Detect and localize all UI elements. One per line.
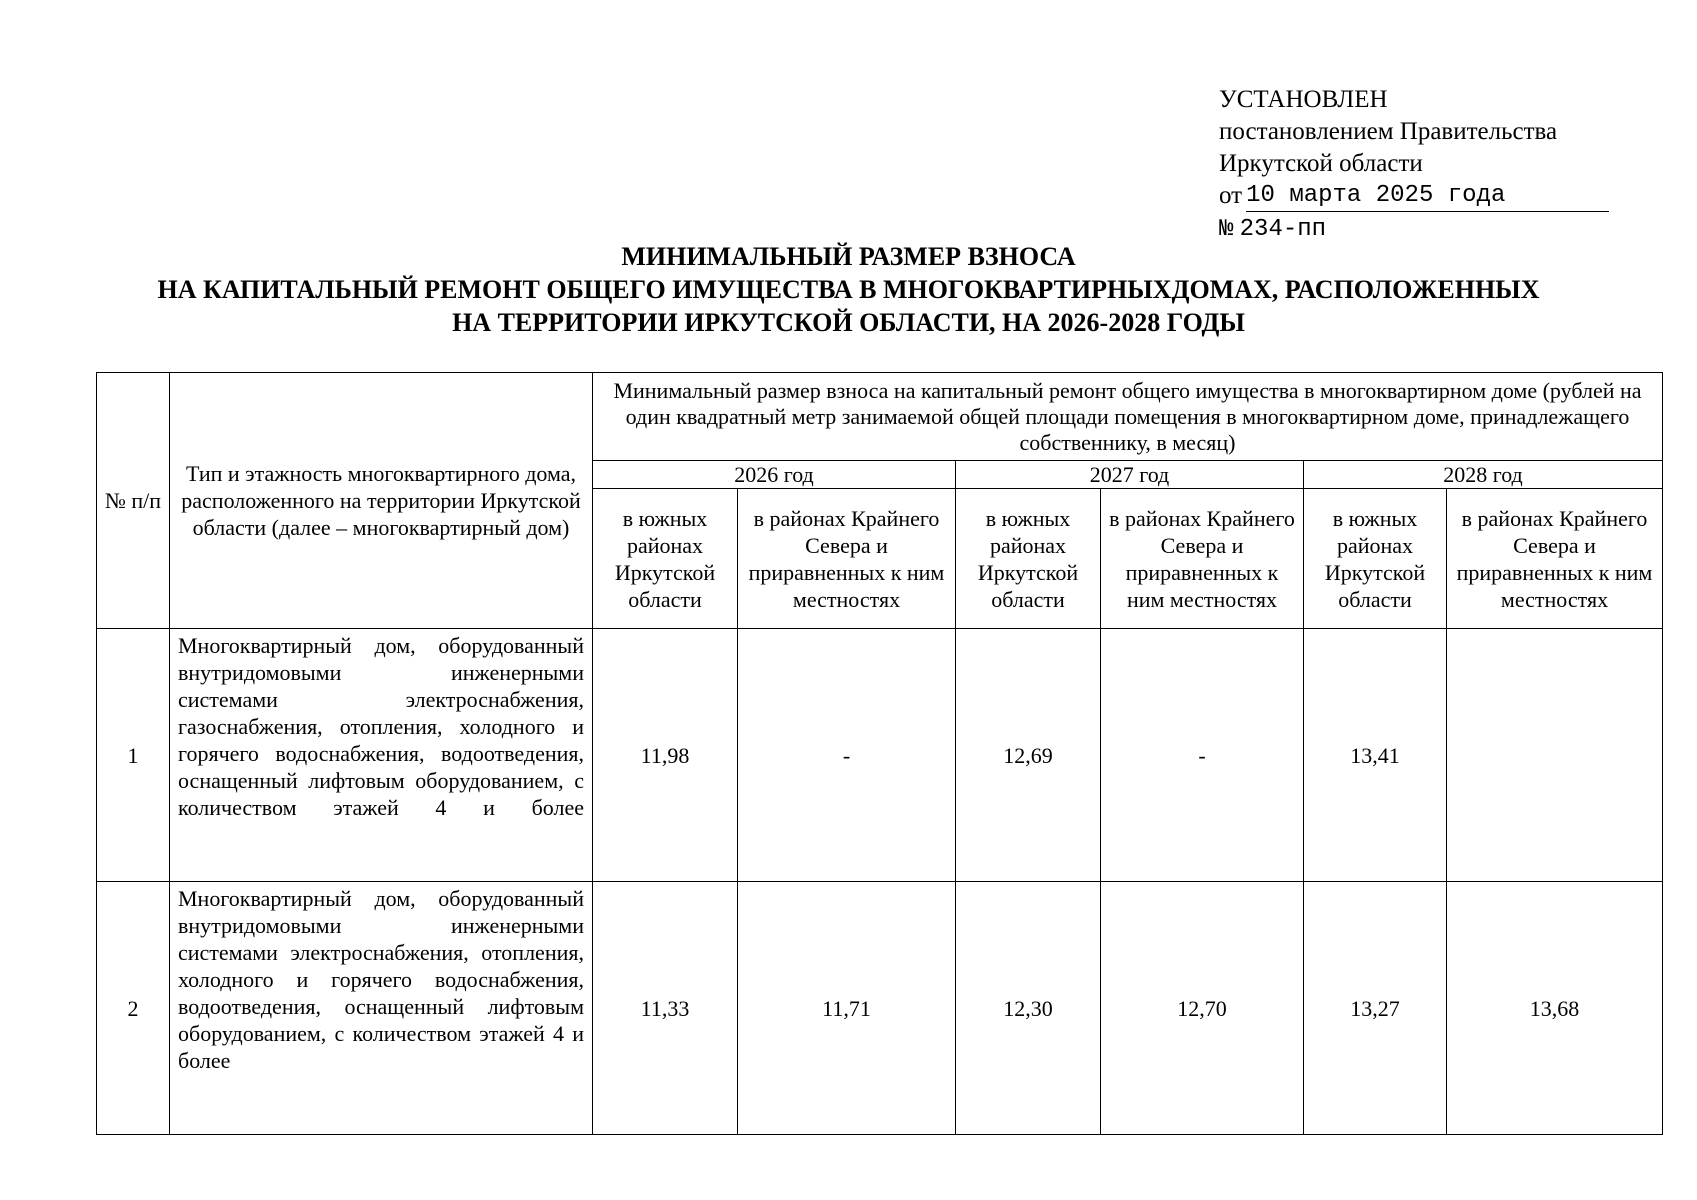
title-line-3: НА ТЕРРИТОРИИ ИРКУТСКОЙ ОБЛАСТИ, НА 2026-2028 ГОДЫ (452, 308, 1245, 337)
value-cell: 13,27 (1304, 882, 1447, 1135)
approval-status: УСТАНОВЛЕН (1219, 86, 1388, 113)
row-num: 1 (97, 629, 170, 882)
approval-number: 234-пп (1239, 216, 1327, 243)
header-south-2028: в южных районах Иркутской области (1304, 489, 1447, 629)
approval-authority: Иркутской области (1219, 150, 1423, 177)
header-south-2027: в южных районах Иркутской области (956, 489, 1101, 629)
value-cell: 12,30 (956, 882, 1101, 1135)
table-row (97, 629, 1663, 882)
approval-date: 10 марта 2025 года (1246, 181, 1609, 212)
value-cell: 11,71 (738, 882, 956, 1135)
header-year-2027: 2027 год (956, 461, 1304, 489)
row-description: Многоквартирный дом, оборудованный внутридомовыми инженерными системами электроснабжения, газоснабжения, отопления, холодного и горячего водоснабжения, водоотведения, оснащенный лифтовым оборудованием, с количеством этажей 4 и более (170, 629, 593, 882)
approval-block (1219, 84, 1609, 245)
title-line-1: МИНИМАЛЬНЫЙ РАЗМЕР ВЗНОСА (621, 242, 1076, 271)
document-title (60, 240, 1637, 339)
row-description: Многоквартирный дом, оборудованный внутридомовыми инженерными системами электроснабжения, отопления, холодного и горячего водоснабжения, водоотведения, оснащенный лифтовым оборудованием, с количеством этажей 4 и более (170, 882, 593, 1135)
approval-date-line (1219, 180, 1609, 212)
header-row-group (97, 373, 1663, 461)
header-num: № п/п (97, 373, 170, 629)
value-cell: 13,41 (1304, 629, 1447, 882)
table-row (97, 882, 1663, 1135)
header-year-2028: 2028 год (1304, 461, 1663, 489)
header-group: Минимальный размер взноса на капитальный ремонт общего имущества в многоквартирном доме (рублей на один квадратный метр занимаемой общей площади помещения в многоквартирном доме, принадлежащего собственнику, в месяц) (593, 373, 1663, 461)
header-south-2026: в южных районах Иркутской области (593, 489, 738, 629)
header-north-2028: в районах Крайнего Севера и приравненных к ним местностях (1447, 489, 1663, 629)
approval-number-prefix: № (1219, 216, 1234, 243)
value-cell: 12,70 (1101, 882, 1304, 1135)
row-num: 2 (97, 882, 170, 1135)
approval-date-prefix: от (1219, 182, 1243, 209)
approval-basis: постановлением Правительства (1219, 118, 1558, 145)
value-cell: - (738, 629, 956, 882)
value-cell: 12,69 (956, 629, 1101, 882)
header-year-2026: 2026 год (593, 461, 956, 489)
value-cell: 13,68 (1447, 882, 1663, 1135)
value-cell (1447, 629, 1663, 882)
value-cell: 11,98 (593, 629, 738, 882)
header-north-2026: в районах Крайнего Севера и приравненных к ним местностях (738, 489, 956, 629)
header-north-2027: в районах Крайнего Севера и приравненных к ним местностях (1101, 489, 1304, 629)
title-line-2: НА КАПИТАЛЬНЫЙ РЕМОНТ ОБЩЕГО ИМУЩЕСТВА В МНОГОКВАРТИРНЫХДОМАХ, РАСПОЛОЖЕННЫХ (157, 275, 1540, 304)
value-cell: 11,33 (593, 882, 738, 1135)
header-type: Тип и этажность многоквартирного дома, расположенного на территории Иркутской области (далее – многоквартирный дом) (170, 373, 593, 629)
contribution-table (96, 372, 1663, 1135)
value-cell: - (1101, 629, 1304, 882)
